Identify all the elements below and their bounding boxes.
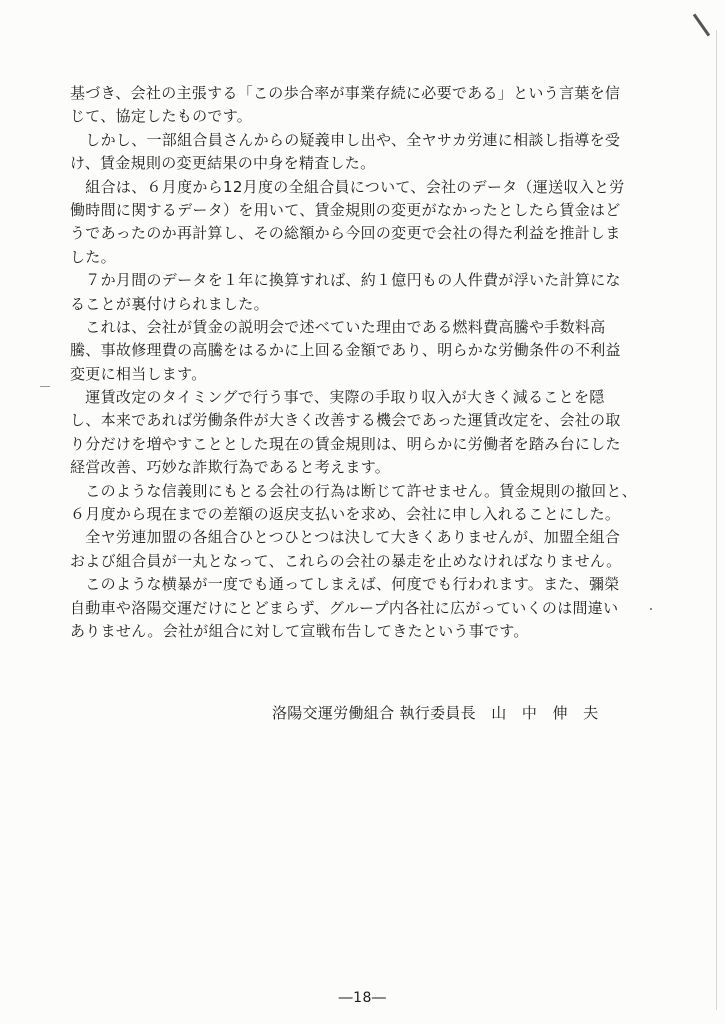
text-line: 騰、事故修理費の高騰をはるかに上回る金額であり、明らかな労働条件の不利益 <box>70 341 621 360</box>
scan-artifact-edge-line <box>716 30 717 1010</box>
text-line: じて、協定したものです。 <box>70 107 253 126</box>
text-line: ありません。会社が組合に対して宣戦布告してきたという事です。 <box>70 621 529 640</box>
signature-line: 洛陽交運労働組合 執行委員長 山 中 伸 夫 <box>272 704 599 722</box>
body-text <box>70 82 665 643</box>
text-line: 働時間に関するデータ）を用いて、賃金規則の変更がなかったとしたら賃金はど <box>70 200 621 219</box>
text-line: 運賃改定のタイミングで行う事で、実際の手取り収入が大きく減ることを隠 <box>70 388 605 407</box>
text-line: 組合は、６月度から12月度の全組合員について、会社のデータ（運送収入と労 <box>70 177 625 196</box>
text-line: り分だけを増やすこととした現在の賃金規則は、明らかに労働者を踏み台にした <box>70 434 621 453</box>
text-line: 経営改善、巧妙な詐欺行為であると考えます。 <box>70 458 391 477</box>
text-line: うであったのか再計算し、その総額から今回の変更で会社の得た利益を推計しま <box>70 224 621 243</box>
text-line: ６月度から現在までの差額の返戻支払いを求め、会社に申し入れることにした。 <box>70 505 621 524</box>
text-line: し、本来であれば労働条件が大きく改善する機会であった運賃改定を、会社の取 <box>70 411 621 430</box>
text-line: このような横暴が一度でも通ってしまえば、何度でも行われます。また、彌榮 <box>70 575 620 594</box>
text-line: した。 <box>70 247 116 266</box>
text-line: このような信義則にもとる会社の行為は断じて許せません。賃金規則の撤回と、 <box>70 481 638 500</box>
text-line: および組合員が一丸となって、これらの会社の暴走を止めなければなりません。 <box>70 551 622 570</box>
text-line: ることが裏付けられました。 <box>70 294 269 313</box>
text-line: 全ヤ労連加盟の各組合ひとつひとつは決して大きくありませんが、加盟全組合 <box>70 528 621 547</box>
scan-artifact-mark <box>693 13 710 36</box>
scan-artifact-left-mark <box>40 386 50 387</box>
text-line: 自動車や洛陽交運だけにとどまらず、グループ内各社に広がっていくのは間違い <box>70 598 619 617</box>
text-line: ７か月間のデータを１年に換算すれば、約１億円もの人件費が浮いた計算にな <box>70 271 621 290</box>
page-number: ―18― <box>338 990 387 1006</box>
text-line: 変更に相当します。 <box>70 364 207 383</box>
text-line: しかし、一部組合員さんからの疑義申し出や、全ヤサカ労連に相談し指導を受 <box>70 130 621 149</box>
text-line: これは、会社が賃金の説明会で述べていた理由である燃料費高騰や手数料高 <box>70 317 606 336</box>
text-line: け、賃金規則の変更結果の中身を精査した。 <box>70 154 376 173</box>
text-line: 基づき、会社の主張する「この歩合率が事業存続に必要である」という言葉を信 <box>70 84 621 102</box>
